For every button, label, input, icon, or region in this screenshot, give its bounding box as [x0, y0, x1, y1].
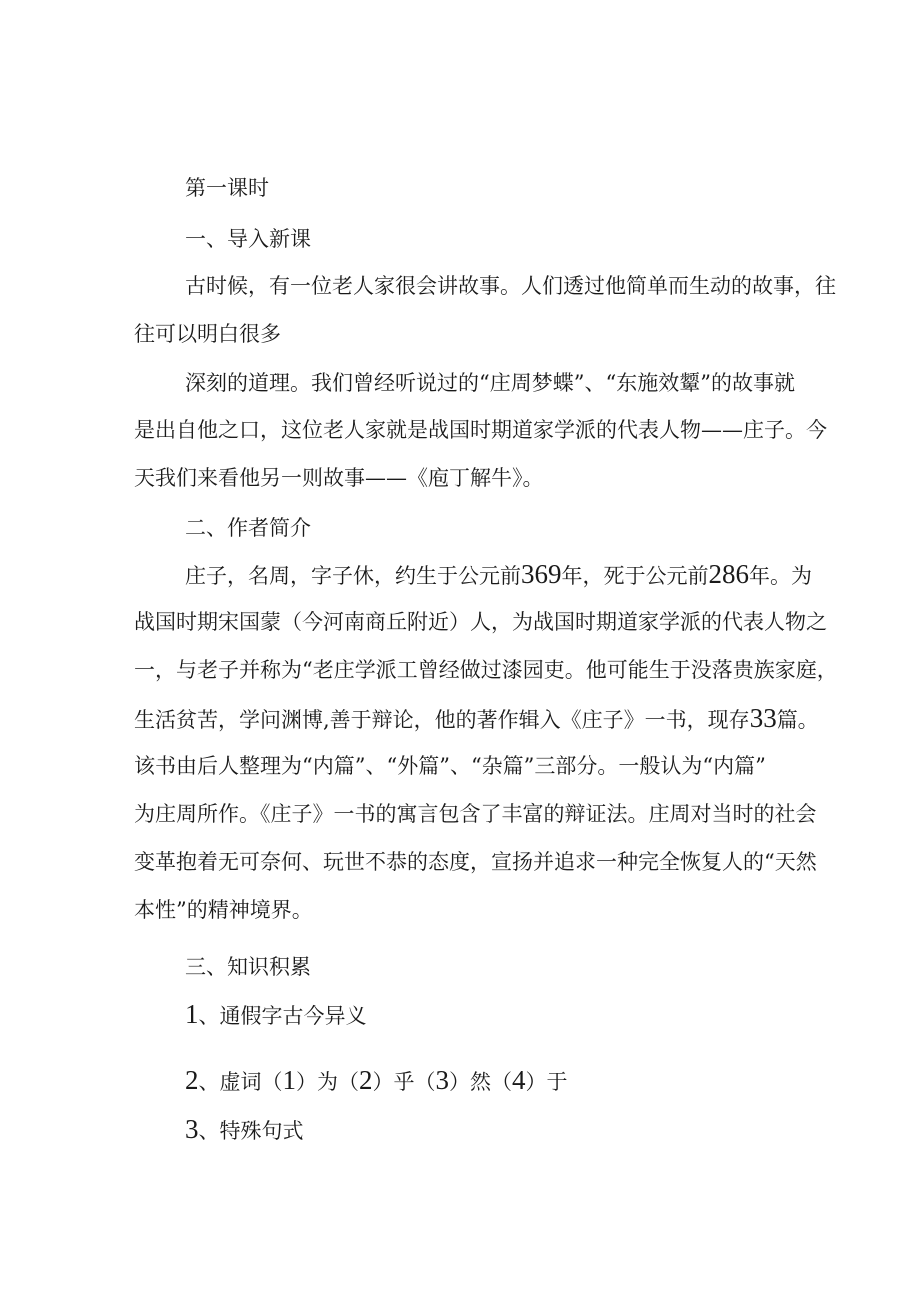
- intro-paragraph-1-line-1: [185, 272, 836, 300]
- sub-item-number: 1: [282, 1065, 296, 1095]
- death-year: 286: [708, 559, 749, 589]
- paragraph-text: 该书由后人整理为“内篇”、“外篇”、“杂篇”三部分。一般认为“内篇”: [134, 754, 766, 778]
- chapter-count: 33: [749, 703, 777, 733]
- paragraph-text: 战国时期宋国蒙（今河南商丘附近）人，为战国时期道家学派的代表人物之: [134, 610, 827, 634]
- author-line-1: [185, 560, 812, 590]
- paragraph-text: 庄子，名周，字子休，约生于公元前: [185, 564, 521, 588]
- intro-paragraph-2-line-2: [134, 416, 827, 444]
- paragraph-text: 年，死于公元前: [561, 564, 709, 588]
- paragraph-text: 本性”的精神境界。: [134, 898, 313, 922]
- sub-item-number: 4: [512, 1065, 526, 1095]
- knowledge-heading-text: 三、知识积累: [185, 955, 311, 979]
- paragraph-text: 年。为: [749, 564, 812, 588]
- lesson-title: [185, 174, 269, 202]
- paragraph-text: 天我们来看他另一则故事——《庖丁解牛》。: [134, 466, 544, 490]
- item-number: 2: [185, 1065, 199, 1095]
- item-text: ）然（: [449, 1070, 512, 1094]
- sub-item-number: 2: [359, 1065, 373, 1095]
- author-line-7: [134, 848, 817, 876]
- author-heading: [185, 514, 311, 542]
- lesson-title-text: 第一课时: [185, 176, 269, 200]
- author-line-2: [134, 608, 827, 636]
- author-line-6: [134, 800, 817, 828]
- paragraph-text: 为庄周所作。《庄子》一书的寓言包含了丰富的辩证法。庄周对当时的社会: [134, 802, 817, 826]
- intro-heading: [185, 225, 311, 253]
- item-text: 、虚词（: [198, 1070, 283, 1094]
- author-line-3: [134, 656, 838, 684]
- item-number: 3: [185, 1114, 199, 1144]
- item-number: 1: [185, 999, 199, 1029]
- item-text: 、特殊句式: [198, 1119, 304, 1143]
- item-text: ）为（: [296, 1070, 359, 1094]
- author-heading-text: 二、作者简介: [185, 516, 311, 540]
- knowledge-item-2: [185, 1066, 568, 1096]
- intro-paragraph-2-line-3: [134, 464, 544, 492]
- paragraph-text: 生活贫苦，学问渊博,善于辩论，他的著作辑入《庄子》一书，现存: [134, 708, 750, 732]
- knowledge-heading: [185, 953, 311, 981]
- sub-item-number: 3: [435, 1065, 449, 1095]
- paragraph-text: 篇。: [776, 708, 819, 732]
- knowledge-item-3: [185, 1115, 304, 1145]
- paragraph-text: 是出自他之口，这位老人家就是战国时期道家学派的代表人物——庄子。今: [134, 418, 827, 442]
- item-text: ）乎（: [372, 1070, 436, 1094]
- paragraph-text: 一，与老子并称为“老庄学派工曾经做过漆园吏。他可能生于没落贵族家庭，: [134, 658, 838, 682]
- item-text: 、通假字古今异义: [198, 1004, 367, 1028]
- author-line-5: [134, 752, 766, 780]
- birth-year: 369: [521, 559, 562, 589]
- item-text: ）于: [525, 1070, 568, 1094]
- paragraph-text: 往可以明白很多: [134, 322, 281, 346]
- author-line-4: [134, 704, 819, 734]
- knowledge-item-1: [185, 1000, 367, 1030]
- author-line-8: [134, 896, 313, 924]
- paragraph-text: 深刻的道理。我们曾经听说过的“庄周梦蝶”、“东施效颦”的故事就: [185, 371, 795, 395]
- intro-paragraph-2-line-1: [185, 369, 795, 397]
- intro-heading-text: 一、导入新课: [185, 227, 311, 251]
- paragraph-text: 古时候，有一位老人家很会讲故事。人们透过他简单而生动的故事，往: [185, 274, 836, 298]
- intro-paragraph-1-line-2: [134, 320, 281, 348]
- paragraph-text: 变革抱着无可奈何、玩世不恭的态度，宣扬并追求一种完全恢复人的“天然: [134, 850, 817, 874]
